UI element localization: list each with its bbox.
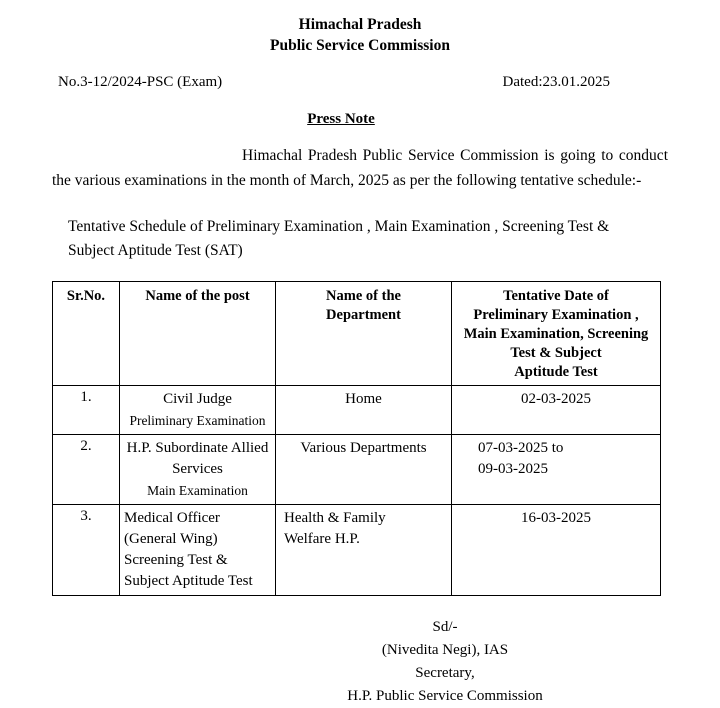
signature-block: [52, 616, 668, 708]
intro-paragraph-text: Himachal Pradesh Public Service Commission is going to conduct the various examinations in the month of March, 2025 as per the following tentative schedule:-: [52, 147, 668, 189]
post-line2: Services: [172, 461, 223, 477]
organization-title-line1: Himachal Pradesh: [298, 16, 422, 33]
date-line1: 07-03-2025 to: [478, 440, 564, 456]
column-header-date-line3: Main Examination, Screening: [463, 326, 649, 342]
column-header-date-line1: Tentative Date of: [503, 288, 609, 304]
press-note-heading: [52, 111, 668, 128]
reference-row: [52, 74, 668, 91]
cell-srno: 3.: [53, 505, 120, 596]
department-line2: Welfare H.P.: [284, 531, 360, 547]
column-header-date-line4: Test & Subject: [510, 345, 602, 361]
cell-post: [120, 505, 276, 596]
column-header-department: [276, 282, 452, 386]
organization-title: [52, 14, 668, 56]
column-header-department-line2: Department: [326, 307, 401, 323]
post-line3: Screening Test &: [124, 552, 228, 568]
post-line5: Aptitude Test: [171, 573, 253, 589]
intro-paragraph: [52, 143, 668, 193]
post-line1: H.P. Subordinate Allied: [126, 440, 269, 456]
organization-title-line2: Public Service Commission: [270, 37, 450, 54]
reference-date: Dated:23.01.2025: [502, 74, 610, 90]
cell-srno: 2.: [53, 435, 120, 505]
post-line1: Civil Judge: [163, 391, 232, 407]
cell-date: 16-03-2025: [452, 505, 661, 596]
post-line2: Preliminary Examination: [129, 413, 266, 428]
cell-date: 02-03-2025: [452, 386, 661, 435]
column-header-post: Name of the post: [120, 282, 276, 386]
column-header-date-line5: Aptitude Test: [514, 364, 598, 380]
cell-department: [276, 505, 452, 596]
table-row: [53, 435, 661, 505]
post-line3: Main Examination: [147, 483, 248, 498]
cell-department: Various Departments: [276, 435, 452, 505]
schedule-title: Tentative Schedule of Preliminary Examination , Main Examination , Screening Test & Subject Aptitude Test (SAT): [68, 218, 610, 259]
post-line2: (General Wing): [124, 531, 218, 547]
cell-post: [120, 435, 276, 505]
date-line2: 09-03-2025: [478, 461, 548, 477]
schedule-table: [52, 281, 661, 596]
reference-number: No.3-12/2024-PSC (Exam): [58, 74, 223, 90]
cell-srno: 1.: [53, 386, 120, 435]
signature-organization: H.P. Public Service Commission: [347, 688, 543, 704]
table-header: [53, 282, 661, 386]
signature-designation: Secretary,: [415, 665, 475, 681]
column-header-date-line2: Preliminary Examination ,: [473, 307, 639, 323]
cell-department: Home: [276, 386, 452, 435]
column-header-date: [452, 282, 661, 386]
table-row: [53, 505, 661, 596]
column-header-srno: Sr.No.: [53, 282, 120, 386]
table-header-row: [53, 282, 661, 386]
column-header-department-line1: Name of the: [326, 288, 401, 304]
cell-post: [120, 386, 276, 435]
signature-sd: Sd/-: [432, 619, 458, 635]
press-note-heading-text: Press Note: [307, 111, 375, 127]
signature-name: (Nivedita Negi), IAS: [381, 642, 509, 658]
department-line1: Health & Family: [284, 510, 386, 526]
post-line1: Medical Officer: [124, 510, 220, 526]
table-body: [53, 386, 661, 596]
table-row: [53, 386, 661, 435]
cell-date: [452, 435, 661, 505]
post-line4: Subject: [124, 573, 169, 589]
